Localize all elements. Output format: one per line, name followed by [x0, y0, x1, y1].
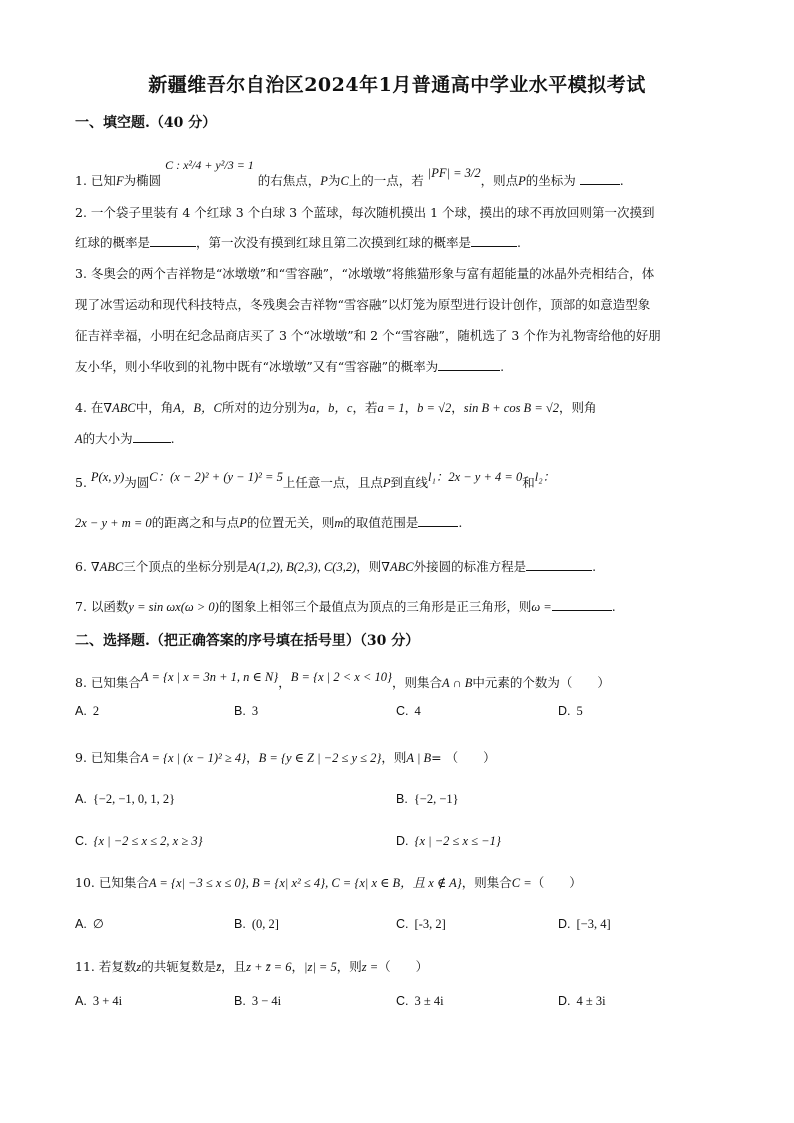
- q10-option-a-text: ∅: [92, 917, 104, 931]
- q1-num: 1.: [75, 173, 87, 188]
- q9-option-b-text: {−2, −1}: [413, 792, 459, 806]
- q5-line: 2x − y + m = 0: [75, 516, 152, 530]
- page-title: 新疆维吾尔自治区2024年1月普通高中学业水平模拟考试: [148, 74, 646, 96]
- q1-answer-blank[interactable]: [580, 172, 620, 185]
- q6-end: .: [592, 559, 597, 574]
- q9-option-a[interactable]: [75, 791, 175, 807]
- q1-text6: ，则点: [480, 173, 519, 188]
- q2-text2: ，第一次没有摸到红球且第二次摸到红球的概率是: [196, 235, 472, 250]
- q5-l2: l₂：: [534, 470, 556, 484]
- q8-option-c-text: 4: [414, 704, 421, 718]
- q5-text3: 到直线: [390, 475, 428, 490]
- q4-b: b = √2: [417, 401, 452, 415]
- q10-option-c-label: C.: [396, 917, 409, 931]
- q11-z: z: [136, 960, 142, 974]
- q1-text4: 为: [327, 173, 341, 188]
- q5-P: P: [382, 476, 391, 490]
- question-2-line-2: [75, 234, 725, 252]
- q9-option-d[interactable]: [396, 833, 501, 849]
- q4-cond: sin B + cos B = √2: [463, 401, 559, 415]
- q10-option-a-label: A.: [75, 917, 87, 931]
- q11-cond2: |z| = 5: [304, 960, 337, 974]
- question-5-line-1: [75, 470, 725, 492]
- q7-num: 7. 以函数: [75, 599, 129, 614]
- q8-option-c-label: C.: [396, 704, 409, 718]
- question-4-line-2: [75, 430, 725, 448]
- q8-num: 8. 已知集合: [75, 675, 141, 690]
- q11-text: 的共轭复数是: [141, 959, 217, 974]
- q6-text2: ，则: [356, 559, 382, 574]
- q3-end: .: [500, 359, 505, 374]
- q11-text3: ，则: [336, 959, 362, 974]
- q4-num: 4. 在: [75, 400, 104, 415]
- q9-set-A: A = {x | (x − 1)² ≥ 4}: [140, 751, 247, 765]
- q11-text4: （ ）: [378, 959, 429, 974]
- section-fill-blank: 一、填空题.（40 分）: [75, 115, 217, 131]
- q1-F: F: [115, 174, 124, 188]
- q11-cond1: z + z̄ = 6: [246, 960, 292, 974]
- q10-option-b-label: B.: [234, 917, 246, 931]
- q1-pf: |PF| = 3/2: [427, 166, 481, 180]
- q4-text: 中，角: [135, 400, 174, 415]
- q8-option-a-text: 2: [92, 704, 100, 718]
- question-7: [75, 598, 725, 616]
- q4-text4: ，则角: [559, 400, 597, 415]
- question-2-line-1: 2. 一个袋子里装有 4 个红球 3 个白球 3 个蓝球，每次随机摸出 1 个球，摸出的球不再放回则第一次摸到: [75, 205, 655, 220]
- q5-text6: 的位置无关，则: [246, 515, 335, 530]
- q5-P2: P: [239, 516, 247, 530]
- q11-text2: ，且: [221, 959, 247, 974]
- q5-l1: l₁：2x − y + 4 = 0: [428, 470, 523, 484]
- question-1: [75, 158, 725, 190]
- q9-option-b[interactable]: [396, 791, 459, 807]
- q9-option-b-label: B.: [396, 792, 408, 806]
- q9-option-c-text: {x | −2 ≤ x ≤ 2, x ≥ 3}: [93, 834, 203, 848]
- q1-text: 已知: [90, 173, 116, 188]
- q4-angles: A，B，C: [173, 401, 222, 415]
- q11-option-b-text: 3 − 4i: [251, 994, 282, 1008]
- q9-option-d-label: D.: [396, 834, 409, 848]
- q11-option-c[interactable]: [396, 993, 444, 1009]
- q5-text4: 和: [522, 475, 535, 490]
- q8-set-A: A = {x | x = 3n + 1, n ∈ N}: [140, 670, 279, 684]
- q5-text: 为圆: [124, 475, 150, 490]
- question-3-line-1: 3. 冬奥会的两个吉祥物是“冰墩墩”和“雪容融”，“冰墩墩”将熊猫形象与富有超能量的冰晶外壳相结合，体: [75, 266, 655, 281]
- question-6: [75, 558, 725, 576]
- question-5-line-2: [75, 514, 725, 532]
- q10-option-b-text: (0, 2]: [251, 917, 279, 931]
- question-9: 9. 已知集合A = {x | (x − 1)² ≥ 4}，B = {y ∈ Z | −2 ≤ y ≤ 2}，则A | B= （ ）: [75, 750, 496, 765]
- question-11: 11. 若复数z的共轭复数是z̄，且z + z̄ = 6，|z| = 5，则z =（ ）: [75, 959, 429, 974]
- q4-A: A: [75, 432, 83, 446]
- q10-C: C =: [511, 876, 532, 890]
- q1-text2: 为椭圆: [123, 173, 162, 188]
- q2-answer-blank-1[interactable]: [150, 234, 196, 247]
- q1-text3: 的右焦点，: [257, 173, 321, 188]
- q10-text: ，则集合: [461, 875, 512, 890]
- q4-a: a = 1: [377, 401, 405, 415]
- q6-triangle2: ∇ABC: [381, 560, 414, 574]
- q4-end: .: [170, 431, 175, 446]
- q8-option-b-label: B.: [234, 704, 246, 718]
- q6-triangle: ∇ABC: [90, 560, 124, 574]
- q9-num: 9. 已知集合: [75, 750, 141, 765]
- q9-set-B: B = {y ∈ Z | −2 ≤ y ≤ 2}: [258, 751, 382, 765]
- q9-operation: A | B: [406, 751, 432, 765]
- q1-text5: 上的一点，若: [348, 173, 424, 188]
- q8-option-a-label: A.: [75, 704, 87, 718]
- q11-option-c-label: C.: [396, 994, 409, 1008]
- q8-option-b[interactable]: [234, 703, 258, 719]
- q10-option-d[interactable]: [558, 916, 611, 932]
- question-4-line-1: 4. 在∇ABC中，角A，B，C所对的边分别为a，b，c，若a = 1，b = √2，sin B + cos B = √2，则角: [75, 400, 597, 415]
- q10-option-d-text: [−3, 4]: [576, 917, 611, 931]
- q9-option-c-label: C.: [75, 834, 88, 848]
- q8-option-a[interactable]: [75, 703, 99, 719]
- q5-end: .: [458, 515, 463, 530]
- question-3-line-2: 现了冰雪运动和现代科技特点，冬残奥会吉祥物“雪容融”以灯笼为原型进行设计创作，顶部的如意造型象: [75, 297, 651, 312]
- q2-text: 红球的概率是: [75, 235, 151, 250]
- q3-answer-blank[interactable]: [438, 358, 500, 371]
- q11-option-d[interactable]: [558, 993, 606, 1009]
- q8-intersection: A ∩ B: [442, 676, 473, 690]
- q1-end: .: [619, 173, 624, 188]
- q5-circle: C：(x − 2)² + (y − 1)² = 5: [149, 470, 283, 484]
- q11-option-d-label: D.: [558, 994, 571, 1008]
- q5-text5: 的距离之和与点: [151, 515, 240, 530]
- q7-end: .: [611, 599, 616, 614]
- q2-answer-blank-2[interactable]: [471, 234, 517, 247]
- q4-text3: ，若: [352, 400, 378, 415]
- q2-end: .: [517, 235, 522, 250]
- q11-option-a-text: 3 + 4i: [92, 994, 123, 1008]
- q7-answer-blank[interactable]: [552, 598, 612, 611]
- q10-option-c-text: [-3, 2]: [414, 917, 446, 931]
- q10-option-b[interactable]: [234, 916, 279, 932]
- q6-num: 6.: [75, 559, 87, 574]
- q11-option-b-label: B.: [234, 994, 246, 1008]
- section-multiple-choice: 二、选择题.（把正确答案的序号填在括号里）（30 分）: [75, 633, 420, 649]
- q9-option-d-text: {x | −2 ≤ x ≤ −1}: [414, 834, 501, 848]
- question-8: 8. 已知集合A = {x | x = 3n + 1, n ∈ N}，B = {x | 2 < x < 10}，则集合A ∩ B中元素的个数为（ ）: [75, 670, 610, 690]
- q10-sets: A = {x| −3 ≤ x ≤ 0}, B = {x| x² ≤ 4}, C = {x| x ∈ B，且 x ∉ A}: [148, 876, 462, 890]
- q11-zbar: z̄: [216, 960, 222, 974]
- q8-set-B: B = {x | 2 < x < 10}: [290, 670, 392, 684]
- q6-points: A(1,2), B(2,3), C(3,2): [248, 560, 357, 574]
- q8-option-b-text: 3: [251, 704, 259, 718]
- q9-option-a-label: A.: [75, 792, 87, 806]
- q6-text: 三个顶点的坐标分别是: [123, 559, 249, 574]
- q1-text7: 的坐标为: [525, 173, 576, 188]
- q5-point: P(x, y): [90, 470, 125, 484]
- q4-text2: 所对的边分别为: [221, 400, 310, 415]
- q4-answer-blank[interactable]: [133, 430, 171, 443]
- q9-text: ，则: [381, 750, 407, 765]
- q8-option-d-label: D.: [558, 704, 571, 718]
- q10-option-a[interactable]: [75, 916, 104, 932]
- q11-option-b[interactable]: [234, 993, 281, 1009]
- q11-option-c-text: 3 ± 4i: [414, 994, 444, 1008]
- q1-C: C: [340, 174, 349, 188]
- q11-option-d-text: 4 ± 3i: [576, 994, 606, 1008]
- q5-answer-blank[interactable]: [418, 514, 458, 527]
- q11-num: 11. 若复数: [75, 959, 137, 974]
- q7-omega: ω =: [531, 600, 552, 614]
- q5-num: 5.: [75, 475, 87, 490]
- q4-triangle: ∇ABC: [103, 401, 136, 415]
- question-3-line-3: 征吉祥幸福，小明在纪念品商店买了 3 个“冰墩墩”和 2 个“雪容融”，随机选了 3 个作为礼物寄给他的好朋: [75, 328, 661, 343]
- q7-text: 的图象上相邻三个最值点为顶点的三角形是正三角形，则: [218, 599, 532, 614]
- q11-z-eq: z =: [361, 960, 379, 974]
- q8-text2: 中元素的个数为（ ）: [472, 675, 610, 690]
- q4-text5: 的大小为: [82, 431, 133, 446]
- q11-option-a-label: A.: [75, 994, 87, 1008]
- q10-option-d-label: D.: [558, 917, 571, 931]
- q9-option-a-text: {−2, −1, 0, 1, 2}: [92, 792, 176, 806]
- q1-ellipse: C : x²/4 + y²/3 = 1: [165, 158, 254, 172]
- q8-option-c[interactable]: [396, 703, 421, 719]
- question-3-line-4: [75, 358, 725, 376]
- q5-text2: 上任意一点，且点: [282, 475, 383, 490]
- q5-m: m: [334, 516, 344, 530]
- q8-text: ，则集合: [392, 675, 443, 690]
- q6-text3: 外接圆的标准方程是: [413, 559, 527, 574]
- q10-option-c[interactable]: [396, 916, 446, 932]
- q4-sides: a，b，c: [309, 401, 353, 415]
- question-10: [75, 874, 725, 892]
- q9-option-c[interactable]: [75, 833, 203, 849]
- q6-answer-blank[interactable]: [526, 558, 592, 571]
- q8-option-d-text: 5: [576, 704, 583, 718]
- q1-P: P: [320, 174, 328, 188]
- q10-text2: （ ）: [531, 875, 582, 890]
- q3-text: 友小华，则小华收到的礼物中既有“冰墩墩”又有“雪容融”的概率为: [75, 359, 439, 374]
- q5-text7: 的取值范围是: [343, 515, 419, 530]
- q11-option-a[interactable]: [75, 993, 122, 1009]
- q9-text2: = （ ）: [431, 750, 496, 765]
- q8-option-d[interactable]: [558, 703, 583, 719]
- q7-function: y = sin ωx(ω > 0): [128, 600, 219, 614]
- q1-P2: P: [518, 174, 526, 188]
- q10-num: 10. 已知集合: [75, 875, 149, 890]
